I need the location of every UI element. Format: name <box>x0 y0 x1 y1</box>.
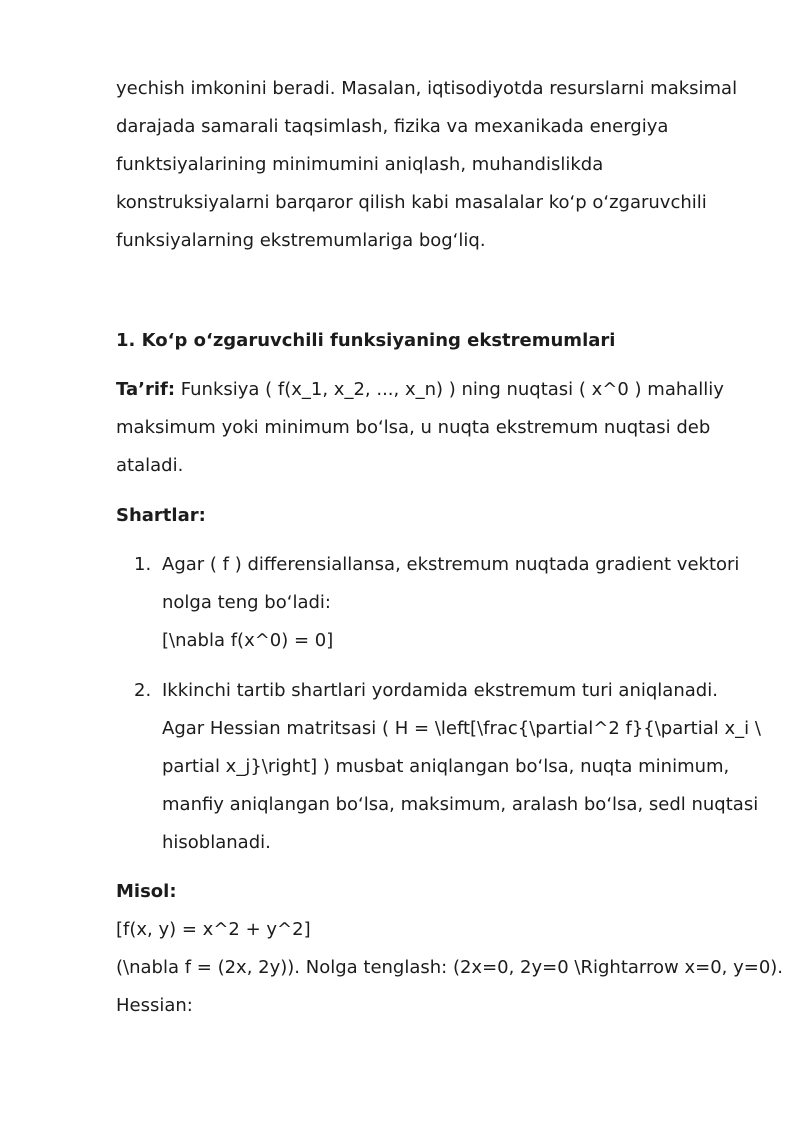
list-number: 1. <box>134 554 152 575</box>
list-body <box>162 672 764 862</box>
example-line: (\nabla f = (2x, 2y)). Nolga tenglash: (2x=0, 2y=0 \Rightarrow x=0, y=0). <box>116 957 784 978</box>
condition-line: Agar Hessian matritsasi ( H = \left[\frac{\partial^2 f}{\partial x_i \ <box>162 718 761 739</box>
section-title: 1. Koʻp oʻzgaruvchili funksiyaning ekstremumlari <box>116 330 616 351</box>
condition-item-1 <box>134 546 764 660</box>
intro-paragraph <box>116 70 756 260</box>
section-heading <box>116 322 756 360</box>
condition-line: hisoblanadi. <box>162 832 271 853</box>
condition-formula: [\nabla f(x^0) = 0] <box>162 630 334 651</box>
conditions-label: Shartlar: <box>116 505 206 526</box>
example-formula: [f(x, y) = x^2 + y^2] <box>116 919 311 940</box>
intro-line: funksiyalarning ekstremumlariga bogʻliq. <box>116 230 486 251</box>
list-item <box>134 546 764 660</box>
intro-line: funktsiyalarining minimumini aniqlash, muhandislikda <box>116 154 604 175</box>
list-item <box>134 672 764 862</box>
definition-paragraph <box>116 371 756 485</box>
intro-line: konstruksiyalarni barqaror qilish kabi masalalar koʻp oʻzgaruvchili <box>116 192 707 213</box>
example-section <box>116 873 784 1025</box>
list-body <box>162 546 764 660</box>
definition-label: Taʼrif: <box>116 379 176 400</box>
condition-line: partial x_j}\right] ) musbat aniqlangan boʻlsa, nuqta minimum, <box>162 756 730 777</box>
definition-first-line <box>116 371 756 409</box>
condition-line: Ikkinchi tartib shartlari yordamida ekstremum turi aniqlanadi. <box>162 680 718 701</box>
example-line: Hessian: <box>116 995 193 1016</box>
condition-line: Agar ( f ) differensiallansa, ekstremum nuqtada gradient vektori <box>162 554 740 575</box>
example-label: Misol: <box>116 881 177 902</box>
intro-line: yechish imkonini beradi. Masalan, iqtisodiyotda resurslarni maksimal <box>116 78 738 99</box>
intro-line: darajada samarali taqsimlash, fizika va mexanikada energiya <box>116 116 669 137</box>
condition-line: nolga teng boʻladi: <box>162 592 331 613</box>
definition-line: maksimum yoki minimum boʻlsa, u nuqta ekstremum nuqtasi deb <box>116 417 711 438</box>
definition-line: ataladi. <box>116 455 184 476</box>
list-number: 2. <box>134 680 152 701</box>
definition-text: Funksiya ( f(x_1, x_2, ..., x_n) ) ning nuqtasi ( x^0 ) mahalliy <box>175 379 724 400</box>
condition-item-2 <box>134 672 764 862</box>
conditions-heading <box>116 497 756 535</box>
condition-line: manfiy aniqlangan boʻlsa, maksimum, aralash boʻlsa, sedl nuqtasi <box>162 794 759 815</box>
